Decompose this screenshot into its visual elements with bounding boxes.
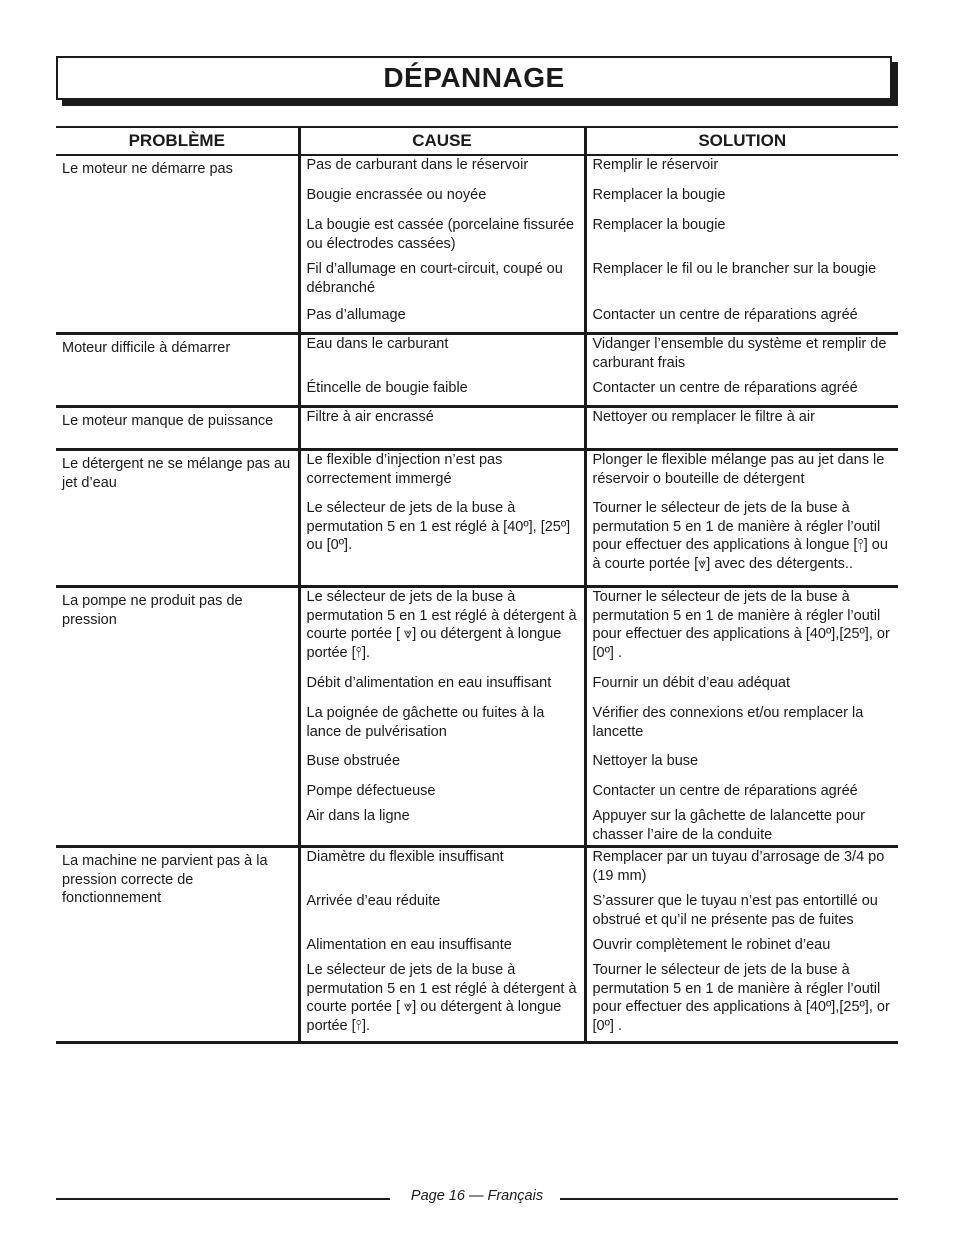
cause-cell [299, 407, 585, 450]
cause-cell [299, 847, 585, 1043]
cause-text: Bougie encrassée ou noyée [306, 187, 487, 203]
solution-cell [585, 155, 898, 334]
solution-text: Remplacer par un tuyau d’arrosage de 3/4 po (19 mm) [592, 849, 885, 884]
cause-text: Le flexible d’injection n’est pas correctement immergé [306, 452, 503, 487]
solution-cell [585, 847, 898, 1043]
problem-text: Le détergent ne se mélange pas au jet d’eau [62, 456, 291, 491]
footer-text: Page 16 — Français [410, 1188, 544, 1204]
solution-text: Vérifier des connexions et/ou remplacer la lancette [592, 705, 864, 740]
title-box [56, 56, 892, 100]
problem-section [56, 155, 898, 334]
solution-cell [585, 450, 898, 587]
page-title-banner [56, 56, 898, 106]
table-header-row [56, 127, 898, 155]
cause-text: Diamètre du flexible insuffisant [306, 849, 504, 865]
cause-text: Alimentation en eau insuffisante [306, 937, 512, 953]
header-cause: CAUSE [299, 127, 585, 155]
problem-text: Le moteur ne démarre pas [62, 161, 233, 177]
table-row [56, 407, 898, 450]
cause-text: Air dans la ligne [306, 808, 410, 824]
cause-text: Eau dans le carburant [306, 336, 449, 352]
table-row [56, 450, 898, 587]
problem-section [56, 334, 898, 407]
problem-text: Le moteur manque de puissance [62, 413, 274, 429]
problem-cell [56, 334, 299, 407]
solution-text: Contacter un centre de réparations agréé [592, 783, 858, 799]
problem-section [56, 450, 898, 587]
solution-text: Appuyer sur la gâchette de lalancette pour chasser l’aire de la conduite [592, 808, 865, 843]
solution-text: Remplir le réservoir [592, 157, 719, 173]
problem-text: La pompe ne produit pas de pression [62, 593, 243, 628]
solution-text: Nettoyer ou remplacer le filtre à air [592, 409, 815, 425]
cause-text: Filtre à air encrassé [306, 409, 434, 425]
solution-text: Contacter un centre de réparations agréé [592, 307, 858, 323]
cause-text: Étincelle de bougie faible [306, 380, 468, 396]
cause-text: Buse obstruée [306, 753, 401, 769]
solution-text: Ouvrir complètement le robinet d’eau [592, 937, 831, 953]
cause-text: La poignée de gâchette ou fuites à la lance de pulvérisation [306, 705, 545, 740]
solution-text: Remplacer la bougie [592, 187, 726, 203]
cause-text: Le sélecteur de jets de la buse à permutation 5 en 1 est réglé à détergent à courte portée [ ⩔] ou détergent à longue portée [⫯]. [306, 962, 577, 1034]
solution-text: Plonger le flexible mélange pas au jet dans le réservoir o bouteille de détergent [592, 452, 885, 487]
problem-section [56, 407, 898, 450]
table-row [56, 847, 898, 1043]
problem-cell [56, 155, 299, 334]
solution-text: Nettoyer la buse [592, 753, 699, 769]
cause-cell [299, 587, 585, 847]
cause-text: Pompe défectueuse [306, 783, 436, 799]
table-row [56, 587, 898, 847]
problem-section [56, 587, 898, 847]
cause-text: Débit d’alimentation en eau insuffisant [306, 675, 552, 691]
cause-text: Arrivée d’eau réduite [306, 893, 441, 909]
solution-text: S’assurer que le tuyau n’est pas entortillé ou obstrué et qu’il ne présente pas de fuites [592, 893, 878, 928]
cause-cell [299, 334, 585, 407]
solution-text: Tourner le sélecteur de jets de la buse à permutation 5 en 1 de manière à régler l’outil pour effectuer des applications à [40º],[25º], or [0º] . [592, 962, 890, 1034]
solution-text: Tourner le sélecteur de jets de la buse à permutation 5 en 1 de manière à régler l’outil pour effectuer des applications à longue [⫯] ou à courte portée [⩔] avec des détergents.. [592, 500, 888, 572]
cause-text: Pas de carburant dans le réservoir [306, 157, 529, 173]
page-title: DÉPANNAGE [383, 62, 565, 93]
solution-text: Fournir un débit d’eau adéquat [592, 675, 791, 691]
solution-text: Contacter un centre de réparations agréé [592, 380, 858, 396]
problem-cell [56, 847, 299, 1043]
solution-cell [585, 587, 898, 847]
troubleshooting-table [56, 126, 898, 1044]
cause-cell [299, 450, 585, 587]
problem-text: La machine ne parvient pas à la pression correcte de fonctionnement [62, 853, 268, 906]
header-solution: SOLUTION [585, 127, 898, 155]
problem-section [56, 847, 898, 1043]
header-problem: PROBLÈME [56, 127, 299, 155]
cause-cell [299, 155, 585, 334]
solution-text: Remplacer le fil ou le brancher sur la bougie [592, 261, 877, 277]
problem-cell [56, 450, 299, 587]
page-footer [56, 1186, 898, 1208]
cause-text: Fil d’allumage en court-circuit, coupé ou débranché [306, 261, 563, 296]
table-row [56, 334, 898, 407]
solution-cell [585, 334, 898, 407]
problem-cell [56, 587, 299, 847]
solution-text: Vidanger l’ensemble du système et remplir de carburant frais [592, 336, 887, 371]
solution-text: Tourner le sélecteur de jets de la buse à permutation 5 en 1 de manière à régler l’outil pour effectuer des applications à [40º],[25º], or [0º] . [592, 589, 890, 661]
problem-text: Moteur difficile à démarrer [62, 340, 231, 356]
solution-cell [585, 407, 898, 450]
table-row [56, 155, 898, 334]
cause-text: La bougie est cassée (porcelaine fissurée ou électrodes cassées) [306, 217, 575, 252]
solution-text: Remplacer la bougie [592, 217, 726, 233]
cause-text: Le sélecteur de jets de la buse à permutation 5 en 1 est réglé à détergent à courte portée [ ⩔] ou détergent à longue portée [⫯]. [306, 589, 577, 661]
problem-cell [56, 407, 299, 450]
cause-text: Pas d’allumage [306, 307, 406, 323]
cause-text: Le sélecteur de jets de la buse à permutation 5 en 1 est réglé à [40º], [25º] ou [0º]. [306, 500, 571, 553]
